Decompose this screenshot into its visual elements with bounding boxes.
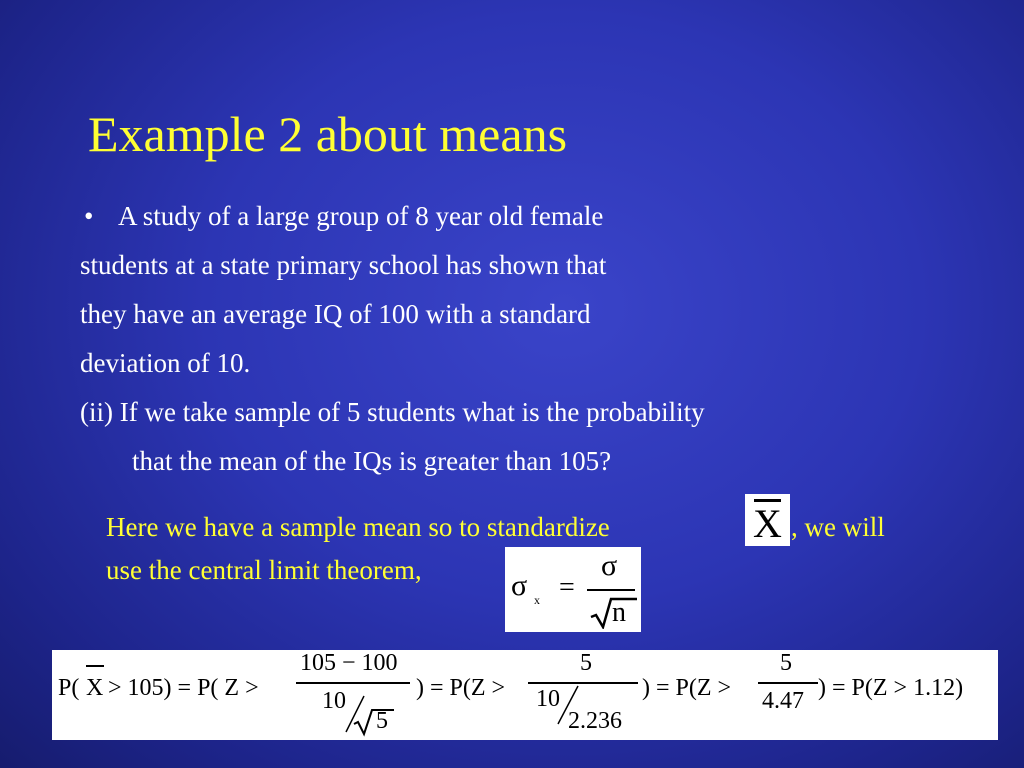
denominator-n: n xyxy=(612,597,626,628)
xbar-box xyxy=(745,494,790,546)
problem-line-6: that the mean of the IQs is greater than 105? xyxy=(132,446,612,476)
slide-title: Example 2 about means xyxy=(88,106,568,162)
frac1-slash-sqrt-icon xyxy=(342,688,402,738)
note-line-1: Here we have a sample mean so to standardize xyxy=(106,512,610,542)
note-line-2: use the central limit theorem, xyxy=(106,555,422,585)
sigma-symbol: σ xyxy=(511,569,528,602)
eq-part1: > 105) = P( Z > xyxy=(108,675,259,701)
xbar-symbol: X xyxy=(753,501,782,546)
eq-xbar-overline xyxy=(86,665,104,667)
sigma-subscript: x xyxy=(534,593,540,607)
frac1-bar xyxy=(296,682,410,684)
eq-xbar: X xyxy=(86,675,104,701)
probability-equation xyxy=(52,650,998,740)
frac1-denominator: 10 xyxy=(322,688,346,714)
eq-p-open: P( xyxy=(58,675,80,701)
frac3-bar xyxy=(758,682,818,684)
problem-line-1: A study of a large group of 8 year old female xyxy=(118,201,604,231)
eq-part4: ) = P(Z > 1.12) xyxy=(818,675,964,701)
fraction-bar xyxy=(587,589,635,591)
sigma-formula xyxy=(505,547,641,632)
frac2-numerator: 5 xyxy=(580,650,592,676)
eq-part2: ) = P(Z > xyxy=(416,675,506,701)
frac3-denominator: 4.47 xyxy=(762,688,804,714)
problem-line-2: students at a state primary school has shown that xyxy=(80,250,607,280)
problem-line-3: they have an average IQ of 100 with a standard xyxy=(80,299,591,329)
frac1-numerator: 105 − 100 xyxy=(300,650,398,676)
frac1-sqrt-value: 5 xyxy=(376,708,388,734)
bullet-icon: • xyxy=(84,201,94,231)
frac3-numerator: 5 xyxy=(780,650,792,676)
problem-line-4: deviation of 10. xyxy=(80,348,251,378)
frac2-denominator-a: 10 xyxy=(536,686,560,712)
problem-line-5: (ii) If we take sample of 5 students what is the probability xyxy=(80,397,705,427)
frac2-denominator-b: 2.236 xyxy=(568,708,622,734)
numerator-sigma: σ xyxy=(601,549,618,582)
problem-statement xyxy=(80,192,980,486)
eq-part3: ) = P(Z > xyxy=(642,675,732,701)
note-line-1-end: , we will xyxy=(791,512,885,542)
equals-sign: = xyxy=(559,572,575,603)
bullet-line xyxy=(80,192,980,241)
